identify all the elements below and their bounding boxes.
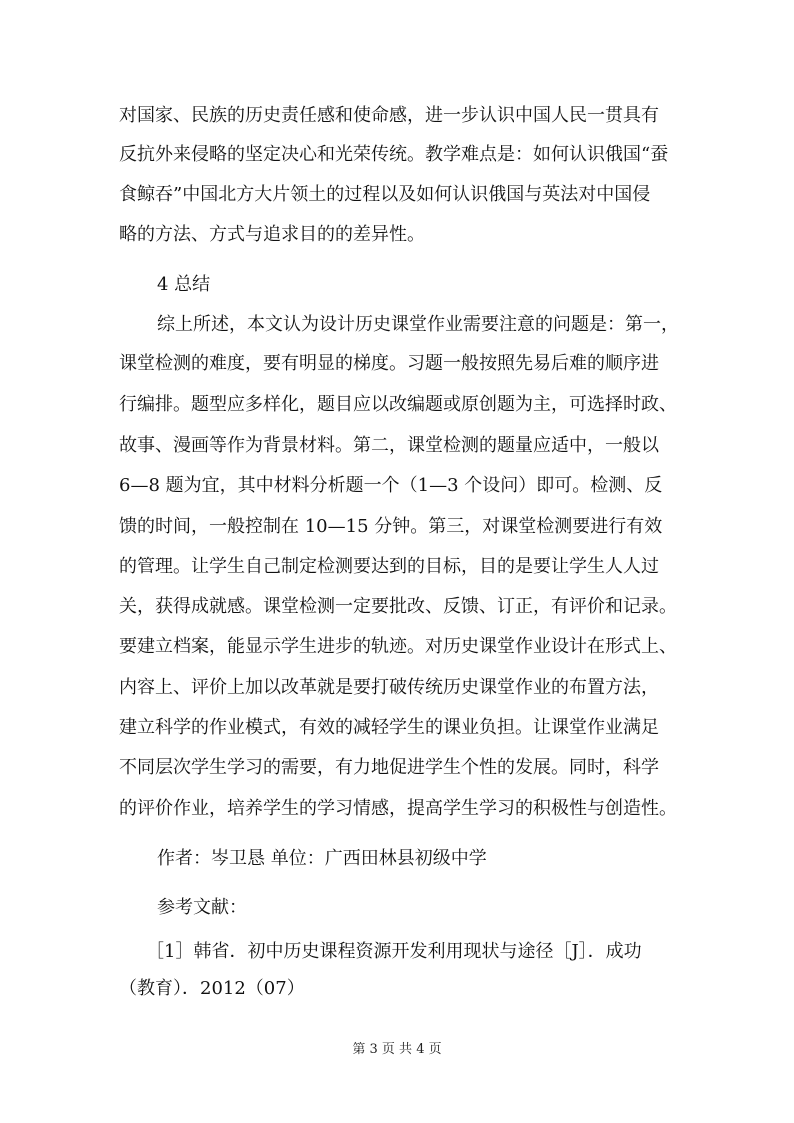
- paragraph-line: 的管理。让学生自己制定检测要达到的目标，目的是要让学生人人过: [119, 556, 659, 577]
- paragraph-line: 要建立档案，能显示学生进步的轨迹。对历史课堂作业设计在形式上、: [119, 636, 677, 657]
- paragraph-line: 不同层次学生学习的需要，有力地促进学生个性的发展。同时，科学: [119, 757, 659, 778]
- paragraph-line: 对国家、民族的历史责任感和使命感，进一步认识中国人民一贯具有: [119, 105, 659, 126]
- paragraph-line: 馈的时间，一般控制在 10—15 分钟。第三，对课堂检测要进行有效: [119, 516, 663, 537]
- paragraph-line: 关，获得成就感。课堂检测一定要批改、反馈、订正，有评价和记录。: [119, 596, 677, 617]
- paragraph-line: 食鲸吞”中国北方大片领土的过程以及如何认识俄国与英法对中国侵: [119, 184, 651, 205]
- paragraph-line: 行编排。题型应多样化，题目应以改编题或原创题为主，可选择时政、: [119, 394, 677, 415]
- paragraph-line: 故事、漫画等作为背景材料。第二，课堂检测的题量应适中，一般以: [119, 435, 659, 456]
- paragraph-line: 课堂检测的难度，要有明显的梯度。习题一般按照先易后难的顺序进: [119, 353, 659, 374]
- section-heading: 4 总结: [157, 274, 211, 295]
- paragraph-line: 略的方法、方式与追求目的的差异性。: [119, 224, 425, 245]
- paragraph-line: 建立科学的作业模式，有效的减轻学生的课业负担。让课堂作业满足: [119, 717, 659, 738]
- page-number: 第 3 页 共 4 页: [352, 1042, 442, 1057]
- page-footer: [0, 1042, 794, 1058]
- paragraph-line: 6—8 题为宜，其中材料分析题一个（1—3 个设问）即可。检测、反: [119, 475, 663, 496]
- paragraph-line: 反抗外来侵略的坚定决心和光荣传统。教学难点是：如何认识俄国“蚕: [119, 144, 669, 165]
- paragraph-line: 内容上、评价上加以改革就是要打破传统历史课堂作业的布置方法，: [119, 677, 659, 698]
- author-info: 作者：岑卫恳 单位：广西田林县初级中学: [157, 848, 487, 869]
- references-heading: 参考文献：: [157, 897, 247, 918]
- paragraph-line: 综上所述，本文认为设计历史课堂作业需要注意的问题是：第一，: [157, 314, 679, 335]
- reference-item-continued: （教育）．2012（07）: [119, 978, 305, 999]
- reference-item: ［1］韩省．初中历史课程资源开发利用现状与途径［J］．成功: [146, 941, 642, 962]
- paragraph-line: 的评价作业，培养学生的学习情感，提高学生学习的积极性与创造性。: [119, 798, 677, 819]
